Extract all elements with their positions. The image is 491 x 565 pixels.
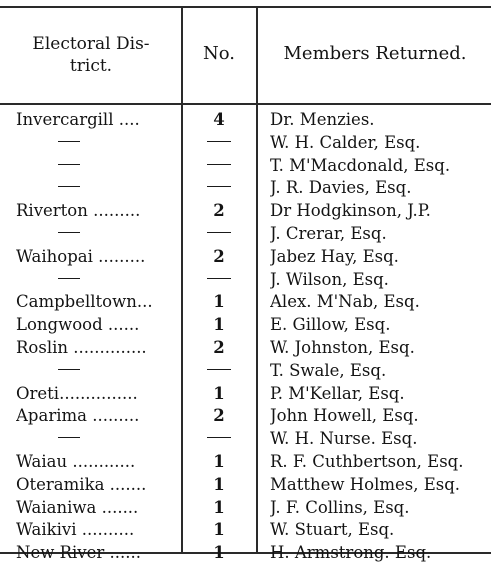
member-cell: J. F. Collins, Esq. bbox=[270, 497, 410, 517]
district-cell bbox=[16, 223, 178, 245]
district-cell: Waikivi .......... bbox=[16, 520, 135, 540]
header-district-line-1: Electoral Dis- bbox=[32, 34, 150, 54]
member-cell: W. Johnston, Esq. bbox=[270, 337, 415, 357]
district-cell bbox=[16, 155, 178, 177]
number-cell bbox=[183, 269, 255, 291]
number-cell bbox=[183, 223, 255, 245]
district-cell: Oteramika ....... bbox=[16, 474, 147, 494]
district-cell bbox=[16, 269, 178, 291]
table-row bbox=[0, 428, 491, 451]
district-cell: New River ...... bbox=[16, 543, 141, 563]
district-cell bbox=[16, 428, 178, 450]
table-row bbox=[0, 269, 491, 292]
table-row bbox=[0, 451, 491, 474]
member-cell: P. M'Kellar, Esq. bbox=[270, 383, 405, 403]
member-cell: Dr Hodgkinson, J.P. bbox=[270, 201, 431, 221]
number-cell bbox=[183, 428, 255, 450]
header-rule bbox=[0, 103, 491, 105]
number-cell bbox=[183, 132, 255, 154]
district-cell: Aparima ......... bbox=[16, 406, 140, 426]
district-cell: Invercargill .... bbox=[16, 110, 140, 129]
table-row bbox=[0, 519, 491, 542]
table-row bbox=[0, 360, 491, 383]
table-row bbox=[0, 474, 491, 497]
number-cell: 4 bbox=[213, 110, 225, 129]
table-row bbox=[0, 291, 491, 314]
number-cell: 1 bbox=[213, 451, 225, 471]
district-cell: Campbelltown... bbox=[16, 292, 153, 312]
member-cell: J. R. Davies, Esq. bbox=[270, 178, 412, 198]
number-cell: 1 bbox=[213, 497, 225, 517]
member-cell: T. M'Macdonald, Esq. bbox=[270, 155, 451, 175]
table-row bbox=[0, 405, 491, 428]
number-cell: 2 bbox=[213, 246, 225, 266]
table-row bbox=[0, 314, 491, 337]
ditto-dash bbox=[207, 164, 231, 165]
election-results-table bbox=[0, 109, 491, 565]
ditto-dash bbox=[58, 437, 80, 438]
district-cell: Roslin .............. bbox=[16, 337, 147, 357]
member-cell: Alex. M'Nab, Esq. bbox=[270, 292, 420, 312]
member-cell: Matthew Holmes, Esq. bbox=[270, 474, 461, 494]
member-cell: J. Crerar, Esq. bbox=[270, 223, 387, 243]
ditto-dash bbox=[58, 164, 80, 165]
number-cell: 1 bbox=[213, 292, 225, 312]
table-row bbox=[0, 246, 491, 269]
table-row bbox=[0, 109, 491, 132]
number-cell: 2 bbox=[213, 201, 225, 221]
district-cell: Waiau ............ bbox=[16, 451, 136, 471]
member-cell: T. Swale, Esq. bbox=[270, 360, 387, 380]
number-cell bbox=[183, 177, 255, 199]
header-members-returned: Members Returned. bbox=[283, 43, 467, 64]
ditto-dash bbox=[207, 278, 231, 279]
member-cell: John Howell, Esq. bbox=[270, 406, 419, 426]
header-electoral-district bbox=[4, 33, 178, 77]
ditto-dash bbox=[58, 141, 80, 142]
ditto-dash bbox=[207, 437, 231, 438]
district-cell bbox=[16, 177, 178, 199]
table-row bbox=[0, 200, 491, 223]
table-row bbox=[0, 383, 491, 406]
member-cell: E. Gillow, Esq. bbox=[270, 315, 391, 335]
table-row bbox=[0, 132, 491, 155]
ditto-dash bbox=[207, 232, 231, 233]
number-cell: 1 bbox=[213, 543, 225, 563]
number-cell bbox=[183, 155, 255, 177]
ditto-dash bbox=[58, 278, 80, 279]
table-top-rule bbox=[0, 6, 491, 8]
table-row bbox=[0, 155, 491, 178]
member-cell: Jabez Hay, Esq. bbox=[270, 246, 399, 266]
header-number: No. bbox=[203, 43, 235, 64]
table-row bbox=[0, 337, 491, 360]
member-cell: W. Stuart, Esq. bbox=[270, 520, 395, 540]
number-cell: 1 bbox=[213, 315, 225, 335]
number-cell: 2 bbox=[213, 406, 225, 426]
district-cell: Oreti............... bbox=[16, 383, 138, 403]
member-cell: J. Wilson, Esq. bbox=[270, 269, 389, 289]
number-cell: 1 bbox=[213, 520, 225, 540]
ditto-dash bbox=[58, 232, 80, 233]
ditto-dash bbox=[58, 369, 80, 370]
number-cell: 1 bbox=[213, 474, 225, 494]
table-row bbox=[0, 497, 491, 520]
number-cell: 2 bbox=[213, 337, 225, 357]
ditto-dash bbox=[58, 186, 80, 187]
table-row bbox=[0, 177, 491, 200]
header-district-line-2: trict. bbox=[69, 56, 113, 76]
member-cell: W. H. Calder, Esq. bbox=[270, 132, 421, 152]
number-cell: 1 bbox=[213, 383, 225, 403]
member-cell: R. F. Cuthbertson, Esq. bbox=[270, 451, 464, 471]
ditto-dash bbox=[207, 141, 231, 142]
district-cell: Longwood ...... bbox=[16, 315, 140, 335]
table-row bbox=[0, 542, 491, 565]
district-cell bbox=[16, 360, 178, 382]
district-cell bbox=[16, 132, 178, 154]
district-cell: Waianiwa ....... bbox=[16, 497, 139, 517]
number-cell bbox=[183, 360, 255, 382]
member-cell: Dr. Menzies. bbox=[270, 110, 375, 129]
ditto-dash bbox=[207, 369, 231, 370]
district-cell: Waihopai ......... bbox=[16, 246, 146, 266]
district-cell: Riverton ......... bbox=[16, 201, 141, 221]
ditto-dash bbox=[207, 186, 231, 187]
table-row bbox=[0, 223, 491, 246]
member-cell: H. Armstrong. Esq. bbox=[270, 543, 432, 563]
member-cell: W. H. Nurse. Esq. bbox=[270, 429, 418, 449]
